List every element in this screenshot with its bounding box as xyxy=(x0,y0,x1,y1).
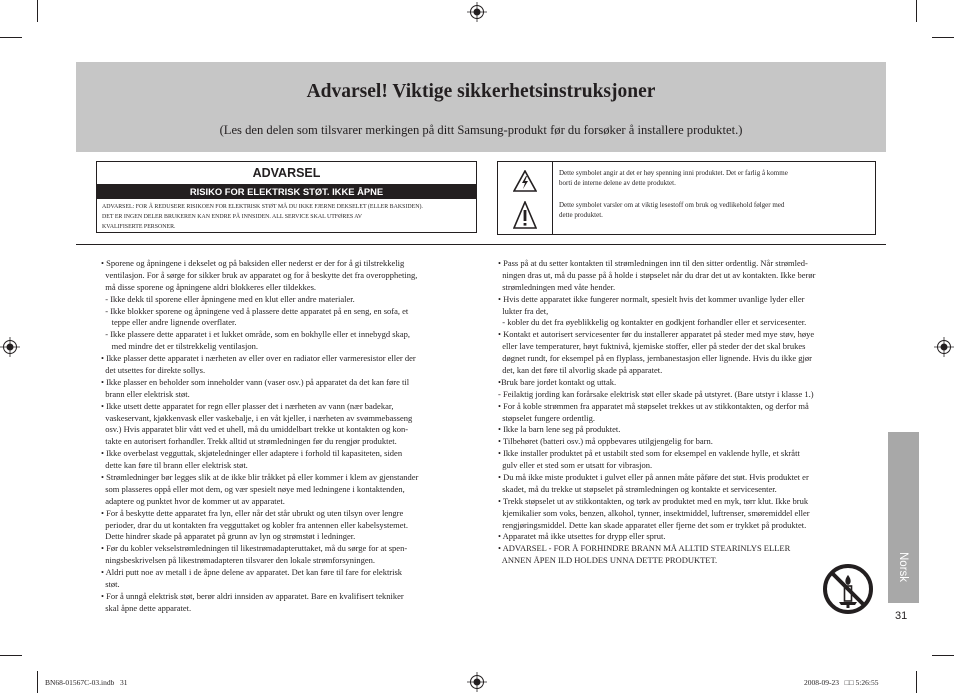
no-candles-icon xyxy=(822,563,874,615)
text-line: ningen dras ut, må du passe på å holde i støpselet når du drar det ut av kontakten. Ikke berør xyxy=(498,269,816,280)
text-line: • For å beskytte dette apparatet fra lyn, eller når det står ubrukt og uten tilsyn over lengre xyxy=(101,507,404,518)
registration-mark-icon xyxy=(934,337,954,357)
text-line: • Apparatet må ikke utsettes for drypp eller sprut. xyxy=(498,531,666,542)
crop-mark xyxy=(37,671,38,693)
text-line: • Ikke overbelast vegguttak, skjøteledninger eller adaptere i forhold til kapasiteten, siden xyxy=(101,448,403,459)
text-line: lukter fra det, xyxy=(498,305,549,316)
crop-mark xyxy=(916,671,917,693)
text-line: - kobler du det fra øyeblikkelig og kontakter en godkjent forhandler eller et servicesenter. xyxy=(498,317,807,328)
language-label: Norsk xyxy=(897,552,909,583)
footer-file-info: BN68-01567C-03.indb 31 xyxy=(45,678,128,687)
text-line: • Trekk støpselet ut av stikkontakten, og tørk av produktet med en myk, tørr klut. Ikke bruk xyxy=(498,495,809,506)
symbols-divider xyxy=(552,162,553,234)
crop-mark xyxy=(932,37,954,38)
symbol-text-line: Dette symbolet angir at det er høy spenning inni produktet. Det er farlig å komme xyxy=(559,169,788,177)
warning-title: ADVARSEL xyxy=(252,166,321,180)
text-line: • Aldri putt noe av metall i de åpne delene av apparatet. Det kan føre til fare for elektrisk xyxy=(101,567,403,578)
lightning-symbol-text xyxy=(559,169,859,189)
crop-mark xyxy=(916,0,917,22)
text-line: • Ikke la barn lene seg på produktet. xyxy=(498,424,621,435)
text-line: • Sporene og åpningene i dekselet og på baksiden eller nederst er der for å gi tilstrekkelig xyxy=(101,258,405,268)
text-line: • For å unngå elektrisk støt, berør aldri innsiden av apparatet. Bare en kvalifisert tekniker xyxy=(101,590,404,601)
text-line: kjemikalier som voks, benzen, alkohol, tynner, insektmiddel, luftrenser, smøremiddel eller xyxy=(498,507,810,518)
warning-text-line: KVALIFISERTE PERSONER. xyxy=(102,224,176,230)
warning-text xyxy=(102,202,473,232)
text-line: skal åpne dette apparatet. xyxy=(101,602,192,613)
lightning-warning-icon xyxy=(513,170,537,192)
language-tab xyxy=(888,432,919,603)
text-line: • Strømledninger bør legges slik at de ikke blir tråkket på eller kommer i klem av gjenstander xyxy=(101,472,419,483)
page-subtitle: (Les den delen som tilsvarer merkingen på ditt Samsung-produkt før du forsøker å installere produktet.) xyxy=(219,123,743,137)
text-line: • Ikke plasser dette apparatet i nærheten av eller over en radiator eller varmeresistor eller der xyxy=(101,353,416,364)
text-line: ventilasjon. For å sørge for sikker bruk av apparatet og for å beskytte det fra overoppheting, xyxy=(101,269,418,280)
registration-mark-icon xyxy=(467,2,487,22)
text-line: • Ikke plasser en beholder som inneholder vann (vaser osv.) på apparatet da det kan føre til xyxy=(101,376,410,387)
text-line: • Ikke utsett dette apparatet for regn eller plasser det i nærheten av vann (nær badekar, xyxy=(101,400,394,411)
footer-timestamp: 2008-09-23 □□ 5:26:55 xyxy=(804,678,879,687)
crop-mark xyxy=(37,0,38,22)
text-line: ningsbeskrivelsen på likestrømadapteren tilsvarer den lokale strømforsyningen. xyxy=(101,555,376,566)
text-line: strømledningen med våte hender. xyxy=(498,281,616,292)
right-column xyxy=(498,258,878,567)
text-line: det utsettes for direkte sollys. xyxy=(101,365,206,376)
text-line: må disse sporene og åpningene aldri blokkeres eller tildekkes. xyxy=(101,281,317,292)
text-line: - Ikke plassere dette apparatet i et lukket område, som en bokhylle eller et innebygd skap, xyxy=(101,329,410,340)
registration-mark-icon xyxy=(467,672,487,692)
text-line: • Tilbehøret (batteri osv.) må oppbevares utilgjengelig for barn. xyxy=(498,436,713,447)
text-line: brann eller elektrisk støt. xyxy=(101,388,190,399)
text-line: takte en autorisert forhandler. Trekk alltid ut strømledningen før du rengjør produktet. xyxy=(101,436,397,447)
section-divider xyxy=(76,244,886,245)
left-column xyxy=(101,258,481,615)
text-line: som plasseres oppå eller mot dem, og vær spesielt nøye med ledningene i kontaktenden, xyxy=(101,483,405,494)
text-line: støpselet fungere ordentlig. xyxy=(498,412,596,423)
text-line: • Før du kobler vekselstrømledningen til likestrømadapteruttaket, må du sørge for at spen- xyxy=(101,543,408,554)
text-line: • Du må ikke miste produktet i gulvet eller på annen måte påføre det støt. Hvis produktet er xyxy=(498,472,809,483)
text-line: - Feilaktig jording kan forårsake elektrisk støt eller skade på utstyret. (Bare utstyr i klasse 1.) xyxy=(498,388,814,399)
text-line: • For å koble strømmen fra apparatet må støpselet trekkes ut av stikkontakten, og derfor må xyxy=(498,400,809,411)
text-line: rengjøringsmiddel. Dette kan skade apparatet eller fjerne det som er trykket på produktet. xyxy=(498,519,807,530)
warning-bar: RISIKO FOR ELEKTRISK STØT. IKKE ÅPNE xyxy=(97,184,476,199)
text-line: skadet, må du trekke ut støpselet på strømledningen og kontakte et servicesenter. xyxy=(498,483,777,494)
text-line: det, kan det føre til alvorlig skade på apparatet. xyxy=(498,365,663,376)
text-line: gulv eller et sted som er utsatt for vibrasjon. xyxy=(498,460,653,471)
text-line: - Ikke blokker sporene og åpningene ved å plassere dette apparatet på en seng, en sofa, et xyxy=(101,305,409,316)
symbol-text-line: borti de interne delene av dette produktet. xyxy=(559,178,676,187)
symbols-box xyxy=(497,161,876,235)
exclamation-warning-icon xyxy=(513,201,537,229)
text-line: perioder, drar du ut kontakten fra vegguttaket og kobler fra antennen eller kabelsystemet. xyxy=(101,519,408,530)
crop-mark xyxy=(932,655,954,656)
text-line: med mindre det er tilstrekkelig ventilasjon. xyxy=(101,341,258,352)
text-line: adaptere og punktet hvor de kommer ut av apparatet. xyxy=(101,495,285,506)
text-line: dette kan føre til brann eller elektrisk støt. xyxy=(101,460,248,471)
text-line: • Kontakt et autorisert servicesenter før du installerer apparatet på steder med mye støv, høye xyxy=(498,329,815,340)
text-line: osv.) Hvis apparatet blir vått ved et uhell, må du umiddelbart trekke ut kontakten og kon- xyxy=(101,424,409,435)
text-line: vaskeservant, kjøkkenvask eller vaskebalje, i en våt kjeller, i nærheten av svømmebasseng xyxy=(101,412,413,423)
text-line: døgnet rundt, for eksempel på en flyplass, jernbanestasjon eller lignende. Hvis du ikke gjør xyxy=(498,353,812,364)
symbol-text-line: Dette symbolet varsler om at viktig lesestoff om bruk og vedlikehold følger med xyxy=(559,201,785,209)
registration-mark-icon xyxy=(0,337,20,357)
page-number: 31 xyxy=(895,610,908,622)
text-line: • Ikke installer produktet på et ustabilt sted som for eksempel en vaklende hylle, et skrått xyxy=(498,448,800,459)
text-line: eller lave temperaturer, høyt fuktnivå, kjemiske stoffer, eller på steder der det skal brukes xyxy=(498,341,806,352)
warning-box xyxy=(96,161,477,233)
text-line: ANNEN ÅPEN ILD HOLDES UNNA DETTE PRODUKTET. xyxy=(498,555,718,566)
title-banner xyxy=(76,62,886,152)
crop-mark xyxy=(0,37,22,38)
exclamation-symbol-text xyxy=(559,201,859,221)
crop-mark xyxy=(0,655,22,656)
text-line: - Ikke dekk til sporene eller åpningene med en klut eller andre materialer. xyxy=(101,293,355,304)
page-title: Advarsel! Viktige sikkerhetsinstruksjoner xyxy=(306,81,656,102)
symbol-text-line: dette produktet. xyxy=(559,210,603,219)
text-line: teppe eller andre lignende overflater. xyxy=(101,317,237,328)
text-line: Dette hindrer skade på apparatet på grunn av lyn og strømstøt i ledninger. xyxy=(101,531,356,542)
warning-text-line: DET ER INGEN DELER BRUKEREN KAN ENDRE PÅ INNSIDEN. ALL SERVICE SKAL UTFØRES AV xyxy=(102,214,363,220)
warning-text-line: ADVARSEL: FOR Å REDUSERE RISIKOEN FOR ELEKTRISK STØT MÅ DU IKKE FJERNE DEKSELET (ELLER BAKSIDEN). xyxy=(102,204,423,210)
text-line: •Bruk bare jordet kontakt og uttak. xyxy=(498,376,617,387)
text-line: • Hvis dette apparatet ikke fungerer normalt, spesielt hvis det kommer uvanlige lyder eller xyxy=(498,293,805,304)
text-line: støt. xyxy=(101,579,120,590)
text-line: • Pass på at du setter kontakten til strømledningen inn til den sitter ordentlig. Når strømled- xyxy=(498,258,808,268)
text-line: • ADVARSEL - FOR Å FORHINDRE BRANN MÅ ALLTID STEARINLYS ELLER xyxy=(498,543,791,554)
